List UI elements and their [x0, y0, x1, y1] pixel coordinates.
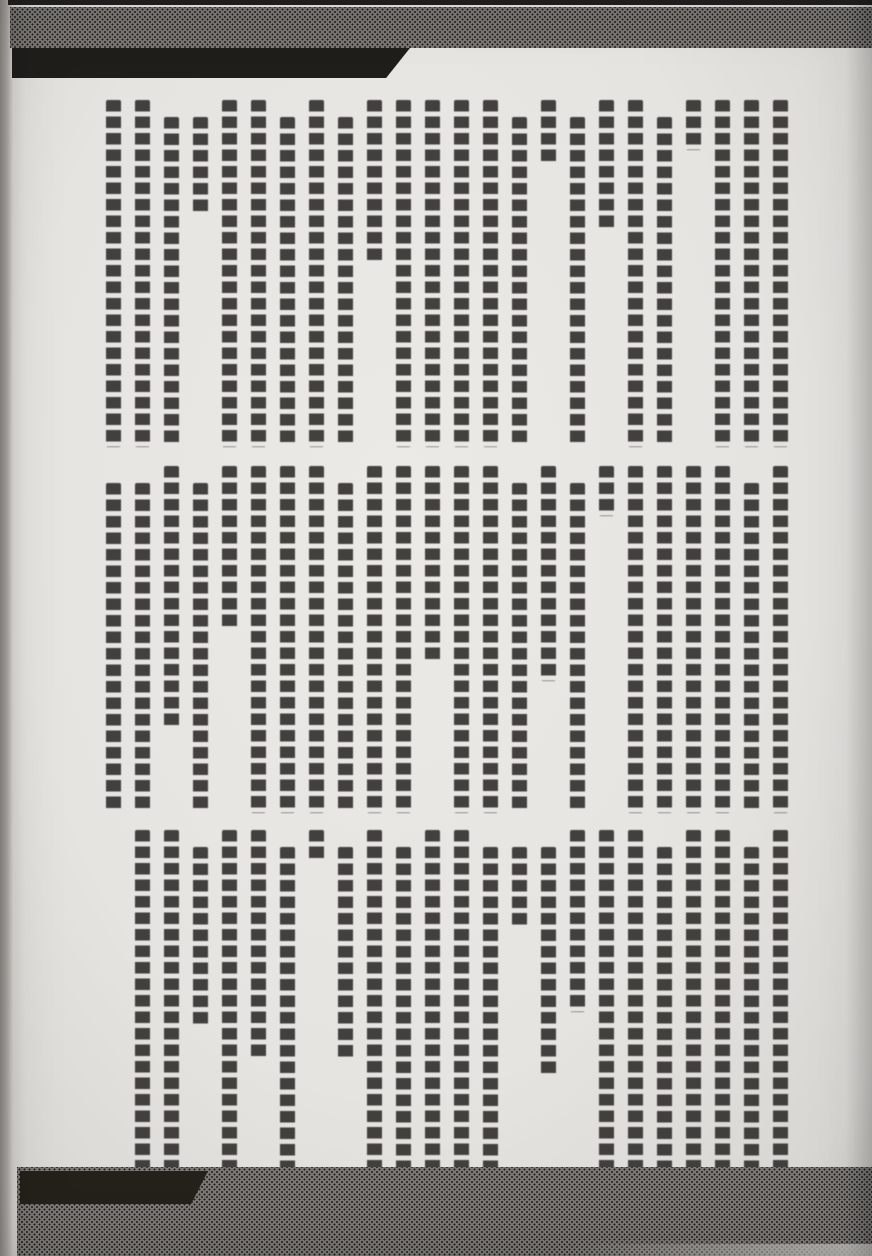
redacted-text-column — [280, 847, 295, 1177]
redacted-text-column — [164, 830, 179, 1177]
redacted-text-column — [222, 830, 237, 1177]
redacted-text-column — [309, 466, 324, 813]
redacted-text-column — [135, 483, 150, 813]
redacted-text-column — [599, 830, 614, 1177]
redacted-text-column — [425, 830, 440, 1177]
redacted-text-column — [106, 483, 121, 813]
redacted-text-column — [686, 466, 701, 813]
top-edge-rule — [8, 0, 872, 5]
redacted-text-column — [425, 100, 440, 447]
page-left-edge-shadow — [0, 0, 13, 1256]
redacted-text-column — [164, 466, 179, 730]
redacted-text-column — [454, 830, 469, 1177]
bottom-right-page-edge-highlight — [572, 1244, 872, 1256]
redacted-text-block-bottom — [106, 830, 788, 1168]
redacted-text-column — [367, 100, 382, 265]
redacted-text-column — [280, 117, 295, 447]
redacted-text-column — [135, 100, 150, 447]
redacted-text-column — [135, 830, 150, 1177]
redacted-text-column — [512, 483, 527, 813]
redacted-text-column — [541, 466, 556, 681]
redacted-text-column — [193, 483, 208, 813]
redacted-text-column — [512, 117, 527, 447]
redacted-text-column — [570, 117, 585, 447]
redacted-text-column — [338, 847, 353, 1062]
redacted-text-column — [309, 100, 324, 447]
redacted-text-column — [628, 100, 643, 447]
redacted-text-column — [512, 847, 527, 930]
redacted-text-column — [251, 466, 266, 813]
redacted-text-column — [686, 100, 701, 150]
redacted-text-column — [367, 830, 382, 1177]
redacted-text-column — [628, 830, 643, 1177]
bottom-banner-black-bar — [20, 1171, 208, 1204]
redacted-text-column — [425, 466, 440, 664]
redacted-text-column — [599, 100, 614, 232]
top-banner-halftone-bar — [10, 7, 872, 48]
redacted-text-column — [222, 466, 237, 631]
redacted-text-column — [280, 466, 295, 813]
redacted-text-column — [570, 830, 585, 1012]
redacted-text-column — [251, 830, 266, 1061]
redacted-text-column — [744, 847, 759, 1177]
redacted-text-column — [541, 100, 556, 166]
redacted-text-column — [396, 847, 411, 1177]
redacted-text-column — [541, 847, 556, 1078]
redacted-text-column — [744, 483, 759, 813]
redacted-text-column — [657, 847, 672, 1177]
redacted-text-column — [773, 830, 788, 1177]
redacted-text-block-middle — [106, 466, 788, 820]
redacted-text-column — [193, 847, 208, 1029]
redacted-text-column — [483, 466, 498, 813]
redacted-text-column — [338, 117, 353, 447]
redacted-text-column — [715, 100, 730, 447]
redacted-text-column — [773, 466, 788, 813]
redacted-text-column — [483, 100, 498, 447]
redacted-text-column — [773, 100, 788, 447]
redacted-text-column — [744, 100, 759, 447]
redacted-text-column — [454, 466, 469, 813]
redacted-text-column — [628, 466, 643, 813]
redacted-text-column — [570, 483, 585, 813]
redacted-text-column — [222, 100, 237, 447]
redacted-text-column — [309, 830, 324, 863]
redacted-text-column — [193, 117, 208, 216]
redacted-text-column — [454, 100, 469, 447]
top-banner-black-bar — [12, 48, 410, 78]
redacted-text-column — [396, 100, 411, 447]
redacted-text-column — [657, 466, 672, 813]
redacted-text-column — [251, 100, 266, 447]
redacted-text-column — [599, 466, 614, 516]
redacted-text-column — [715, 830, 730, 1177]
redacted-text-column — [715, 466, 730, 813]
redacted-text-column — [338, 483, 353, 813]
redacted-text-column — [164, 117, 179, 447]
redacted-text-column — [686, 830, 701, 1177]
redacted-text-column — [483, 847, 498, 1177]
redacted-text-column — [657, 117, 672, 447]
redacted-text-column — [367, 466, 382, 813]
redacted-text-column — [396, 466, 411, 813]
redacted-text-column — [106, 100, 121, 447]
redacted-text-block-top — [104, 100, 788, 452]
